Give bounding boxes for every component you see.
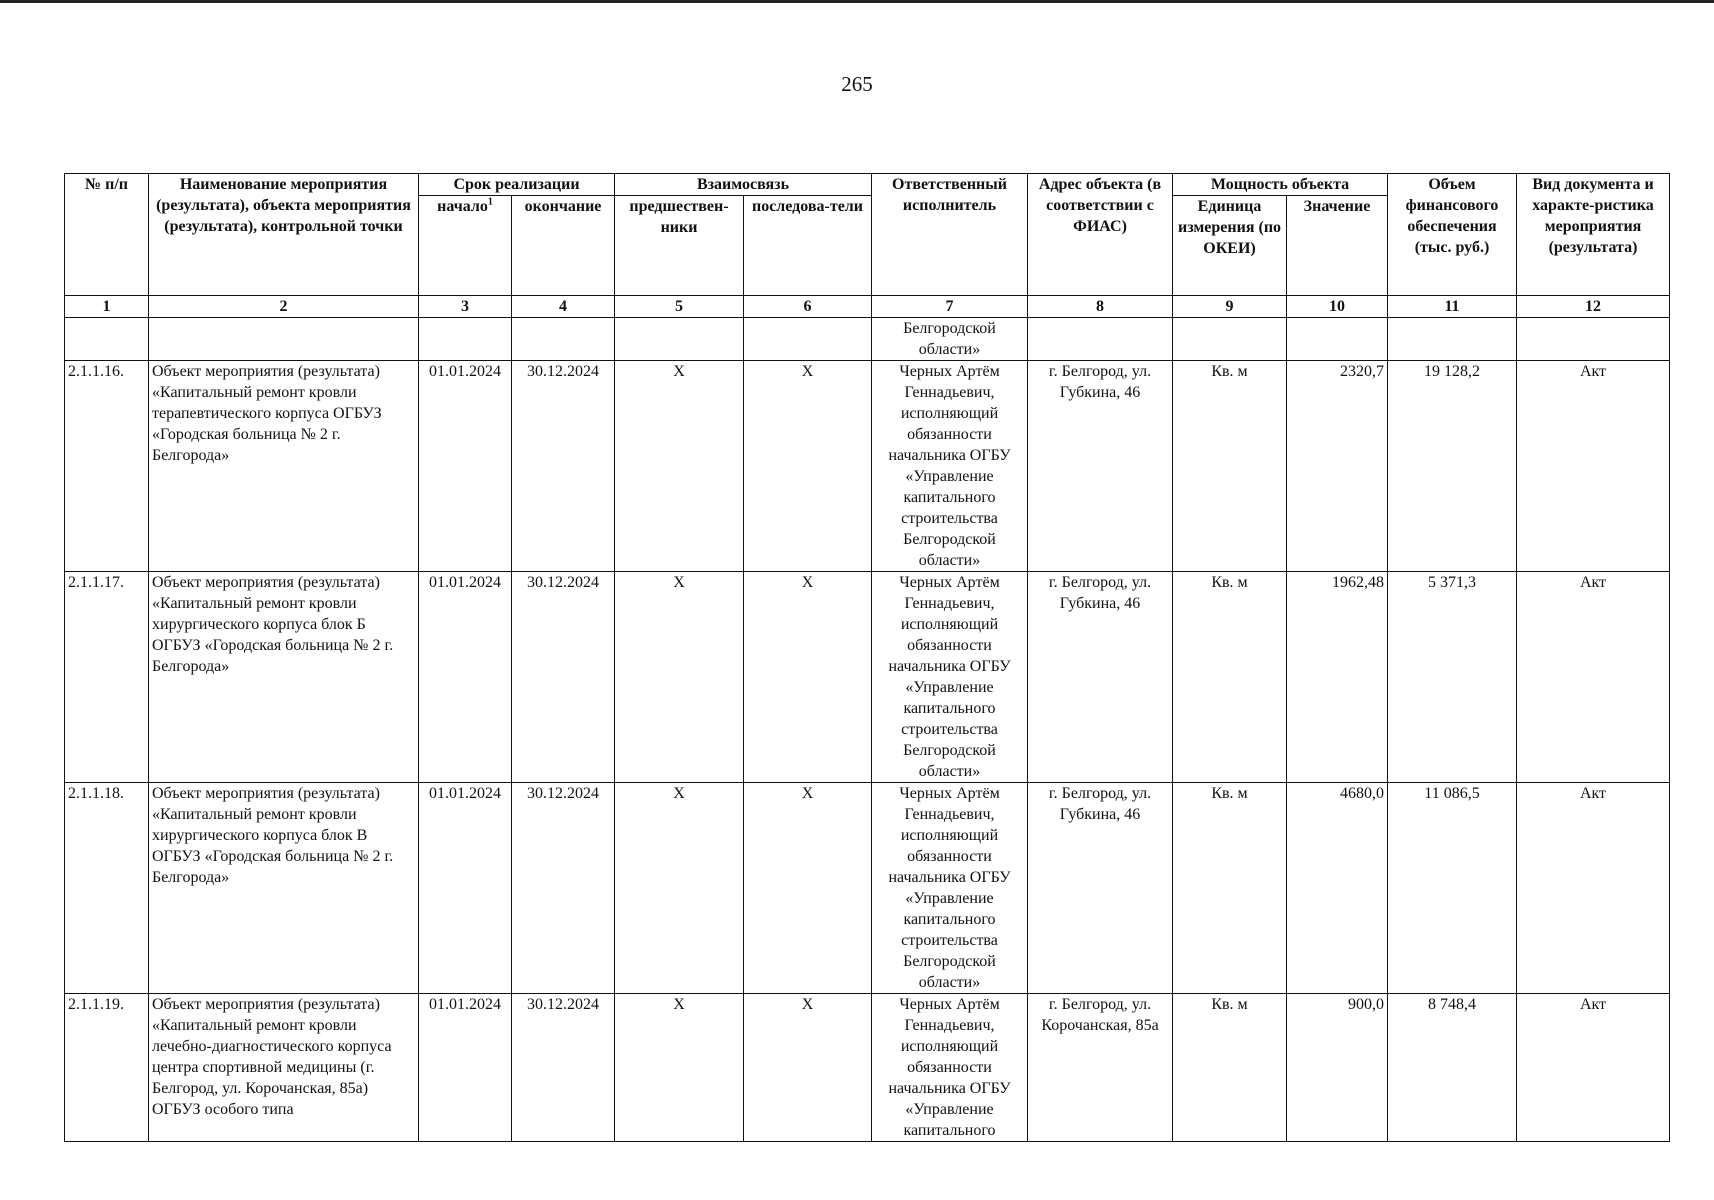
header-row-1 [65, 174, 1670, 196]
row-predecessors: X [615, 361, 744, 572]
row-successors: X [744, 783, 872, 994]
column-numbers-row [65, 296, 1670, 318]
row-responsible: Черных Артём Геннадьевич, исполняющий обязанности начальника ОГБУ «Управление капитального [872, 994, 1028, 1142]
table-row [65, 361, 1670, 572]
row-finance: 19 128,2 [1388, 361, 1517, 572]
col-number: 4 [512, 296, 615, 318]
row-start-date: 01.01.2024 [419, 994, 512, 1142]
row-address: г. Белгород, ул. Корочанская, 85а [1028, 994, 1173, 1142]
row-doc: Акт [1517, 783, 1670, 994]
row-value: 1962,48 [1287, 572, 1388, 783]
row-end-date: 30.12.2024 [512, 783, 615, 994]
row-finance: 8 748,4 [1388, 994, 1517, 1142]
header-unit: Единица измерения (по ОКЕИ) [1173, 196, 1287, 296]
row-address: г. Белгород, ул. Губкина, 46 [1028, 572, 1173, 783]
col-number: 7 [872, 296, 1028, 318]
col-number: 11 [1388, 296, 1517, 318]
header-start: начало$^1$ [419, 196, 512, 296]
row-number: 2.1.1.18. [65, 783, 149, 994]
row-value: 4680,0 [1287, 783, 1388, 994]
table-row [65, 572, 1670, 783]
page-number: 265 [841, 72, 873, 96]
row-start-date: 01.01.2024 [419, 361, 512, 572]
row-start-date: 01.01.2024 [419, 572, 512, 783]
row-finance: 5 371,3 [1388, 572, 1517, 783]
row-successors: X [744, 361, 872, 572]
col-number: 2 [149, 296, 419, 318]
header-period: Срок реализации [419, 174, 615, 196]
row-start-date: 01.01.2024 [419, 783, 512, 994]
header-responsible: Ответственный исполнитель [872, 174, 1028, 296]
row-unit: Кв. м [1173, 994, 1287, 1142]
header-doc: Вид документа и характе-ристика мероприятия (результата) [1517, 174, 1670, 296]
row-end-date: 30.12.2024 [512, 361, 615, 572]
row-end-date: 30.12.2024 [512, 572, 615, 783]
header-successors: последова-тели [744, 196, 872, 296]
row-responsible: Черных Артём Геннадьевич, исполняющий обязанности начальника ОГБУ «Управление капитального строительства Белгородской области» [872, 572, 1028, 783]
row-finance: 11 086,5 [1388, 783, 1517, 994]
table-row [65, 994, 1670, 1142]
row-name: Объект мероприятия (результата) «Капитальный ремонт кровли хирургического корпуса блок В ОГБУЗ «Городская больница № 2 г. Белгорода» [149, 783, 419, 994]
row-predecessors: X [615, 572, 744, 783]
col-number: 8 [1028, 296, 1173, 318]
row-name: Объект мероприятия (результата) «Капитальный ремонт кровли терапевтического корпуса ОГБУЗ «Городская больница № 2 г. Белгорода» [149, 361, 419, 572]
header-value: Значение [1287, 196, 1388, 296]
row-number: 2.1.1.16. [65, 361, 149, 572]
header-finance: Объем финансового обеспечения (тыс. руб.) [1388, 174, 1517, 296]
row-unit: Кв. м [1173, 361, 1287, 572]
row-unit: Кв. м [1173, 783, 1287, 994]
row-doc: Акт [1517, 994, 1670, 1142]
row-successors: X [744, 994, 872, 1142]
table-row [65, 783, 1670, 994]
row-number: 2.1.1.17. [65, 572, 149, 783]
continuation-row [65, 318, 1670, 361]
col-number: 6 [744, 296, 872, 318]
row-doc: Акт [1517, 572, 1670, 783]
row-address: г. Белгород, ул. Губкина, 46 [1028, 361, 1173, 572]
scan-top-border [0, 0, 1714, 3]
header-name: Наименование мероприятия (результата), объекта мероприятия (результата), контрольной точки [149, 174, 419, 296]
row-responsible: Черных Артём Геннадьевич, исполняющий обязанности начальника ОГБУ «Управление капитального строительства Белгородской области» [872, 361, 1028, 572]
col-number: 10 [1287, 296, 1388, 318]
col-number: 5 [615, 296, 744, 318]
col-number: 1 [65, 296, 149, 318]
row-value: 900,0 [1287, 994, 1388, 1142]
header-address: Адрес объекта (в соответствии с ФИАС) [1028, 174, 1173, 296]
row-name: Объект мероприятия (результата) «Капитальный ремонт кровли хирургического корпуса блок Б ОГБУЗ «Городская больница № 2 г. Белгорода» [149, 572, 419, 783]
row-doc: Акт [1517, 361, 1670, 572]
header-relation: Взаимосвязь [615, 174, 872, 196]
row-end-date: 30.12.2024 [512, 994, 615, 1142]
continuation-responsible: Белгородской области» [872, 318, 1028, 361]
row-predecessors: X [615, 783, 744, 994]
row-value: 2320,7 [1287, 361, 1388, 572]
col-number: 3 [419, 296, 512, 318]
header-end: окончание [512, 196, 615, 296]
row-successors: X [744, 572, 872, 783]
col-number: 9 [1173, 296, 1287, 318]
row-predecessors: X [615, 994, 744, 1142]
row-number: 2.1.1.19. [65, 994, 149, 1142]
row-name: Объект мероприятия (результата) «Капитальный ремонт кровли лечебно-диагностического корпуса центра спортивной медицины (г. Белгород, ул. Корочанская, 85а) ОГБУЗ особого типа [149, 994, 419, 1142]
col-number: 12 [1517, 296, 1670, 318]
header-capacity: Мощность объекта [1173, 174, 1388, 196]
header-num: № п/п [65, 174, 149, 296]
header-predecessors: предшествен-ники [615, 196, 744, 296]
row-address: г. Белгород, ул. Губкина, 46 [1028, 783, 1173, 994]
events-table [64, 173, 1670, 1142]
row-unit: Кв. м [1173, 572, 1287, 783]
row-responsible: Черных Артём Геннадьевич, исполняющий обязанности начальника ОГБУ «Управление капитального строительства Белгородской области» [872, 783, 1028, 994]
